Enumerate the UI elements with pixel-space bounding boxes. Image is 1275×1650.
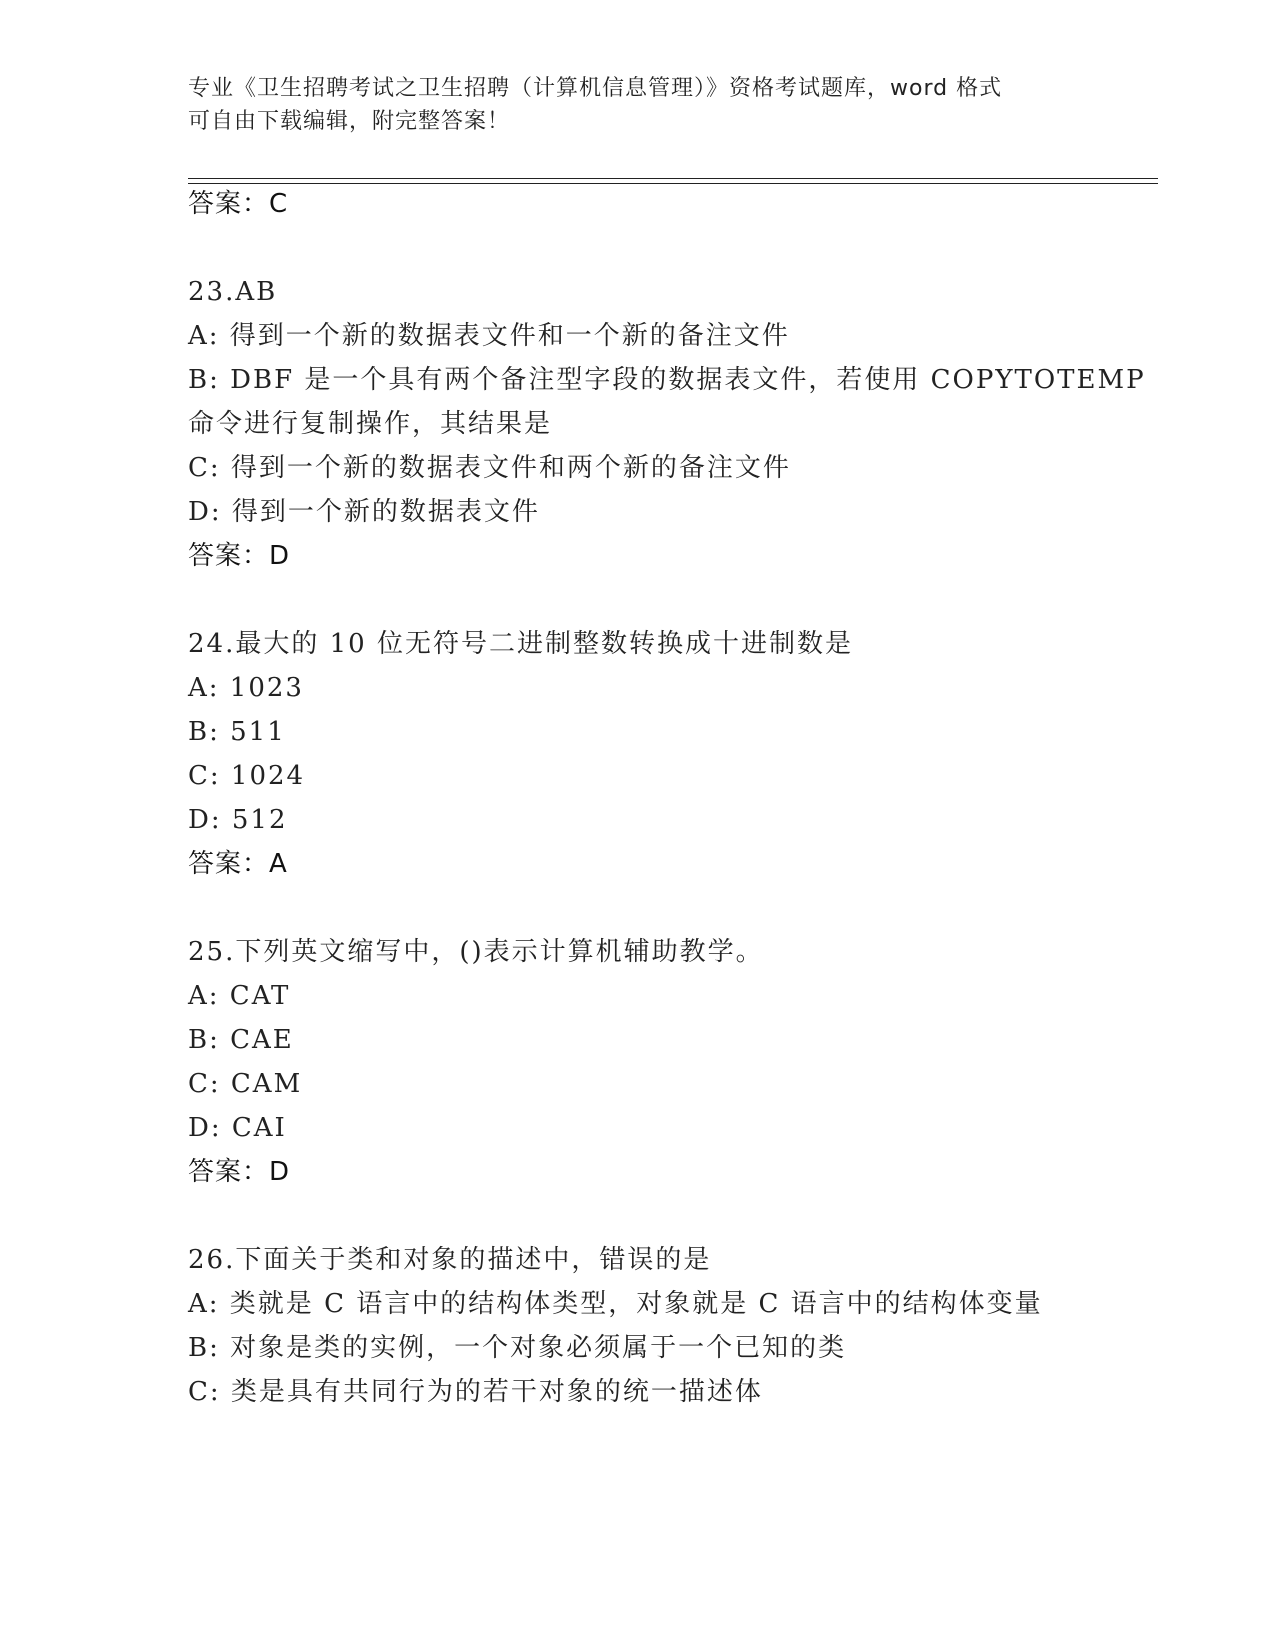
question-26-title: 26.下面关于类和对象的描述中，错误的是: [188, 1245, 712, 1275]
question-25-option-d: D: CAI: [188, 1113, 287, 1143]
question-24-title: 24.最大的 10 位无符号二进制整数转换成十进制数是: [188, 629, 853, 659]
question-24-option-b: B: 511: [188, 717, 286, 747]
page-header: [188, 72, 1068, 138]
question-24-option-d: D: 512: [188, 805, 288, 835]
question-23-option-b: B: DBF 是一个具有两个备注型字段的数据表文件，若使用 COPYTOTEMP: [188, 365, 1146, 395]
header-rule-bottom: [188, 183, 1158, 184]
question-23-option-c: C: 得到一个新的数据表文件和两个新的备注文件: [188, 453, 791, 483]
question-25-option-b: B: CAE: [188, 1025, 294, 1055]
answer-previous: 答案：C: [188, 189, 289, 219]
question-25-title: 25.下列英文缩写中，()表示计算机辅助教学。: [188, 937, 764, 967]
question-26-option-c: C: 类是具有共同行为的若干对象的统一描述体: [188, 1377, 763, 1407]
question-25-option-a: A: CAT: [188, 981, 291, 1011]
question-24-option-c: C: 1024: [188, 761, 306, 791]
header-rule-top: [188, 178, 1158, 179]
question-26-option-a: A: 类就是 C 语言中的结构体类型，对象就是 C 语言中的结构体变量: [188, 1289, 1043, 1319]
question-23-title: 23.AB: [188, 277, 278, 307]
question-24-answer: 答案：A: [188, 849, 288, 879]
question-23-option-a: A: 得到一个新的数据表文件和一个新的备注文件: [188, 321, 790, 351]
question-26-option-b: B: 对象是类的实例，一个对象必须属于一个已知的类: [188, 1333, 847, 1363]
question-23-option-d: D: 得到一个新的数据表文件: [188, 497, 540, 527]
question-23-option-b-cont: 命令进行复制操作，其结果是: [188, 409, 553, 439]
question-25-option-c: C: CAM: [188, 1069, 303, 1099]
header-line-2: 可自由下载编辑，附完整答案！: [188, 109, 511, 134]
question-23-answer: 答案：D: [188, 541, 291, 571]
header-line-1: 专业《卫生招聘考试之卫生招聘（计算机信息管理）》资格考试题库，word 格式: [188, 76, 1003, 101]
question-25-answer: 答案：D: [188, 1157, 291, 1187]
question-24-option-a: A: 1023: [188, 673, 304, 703]
